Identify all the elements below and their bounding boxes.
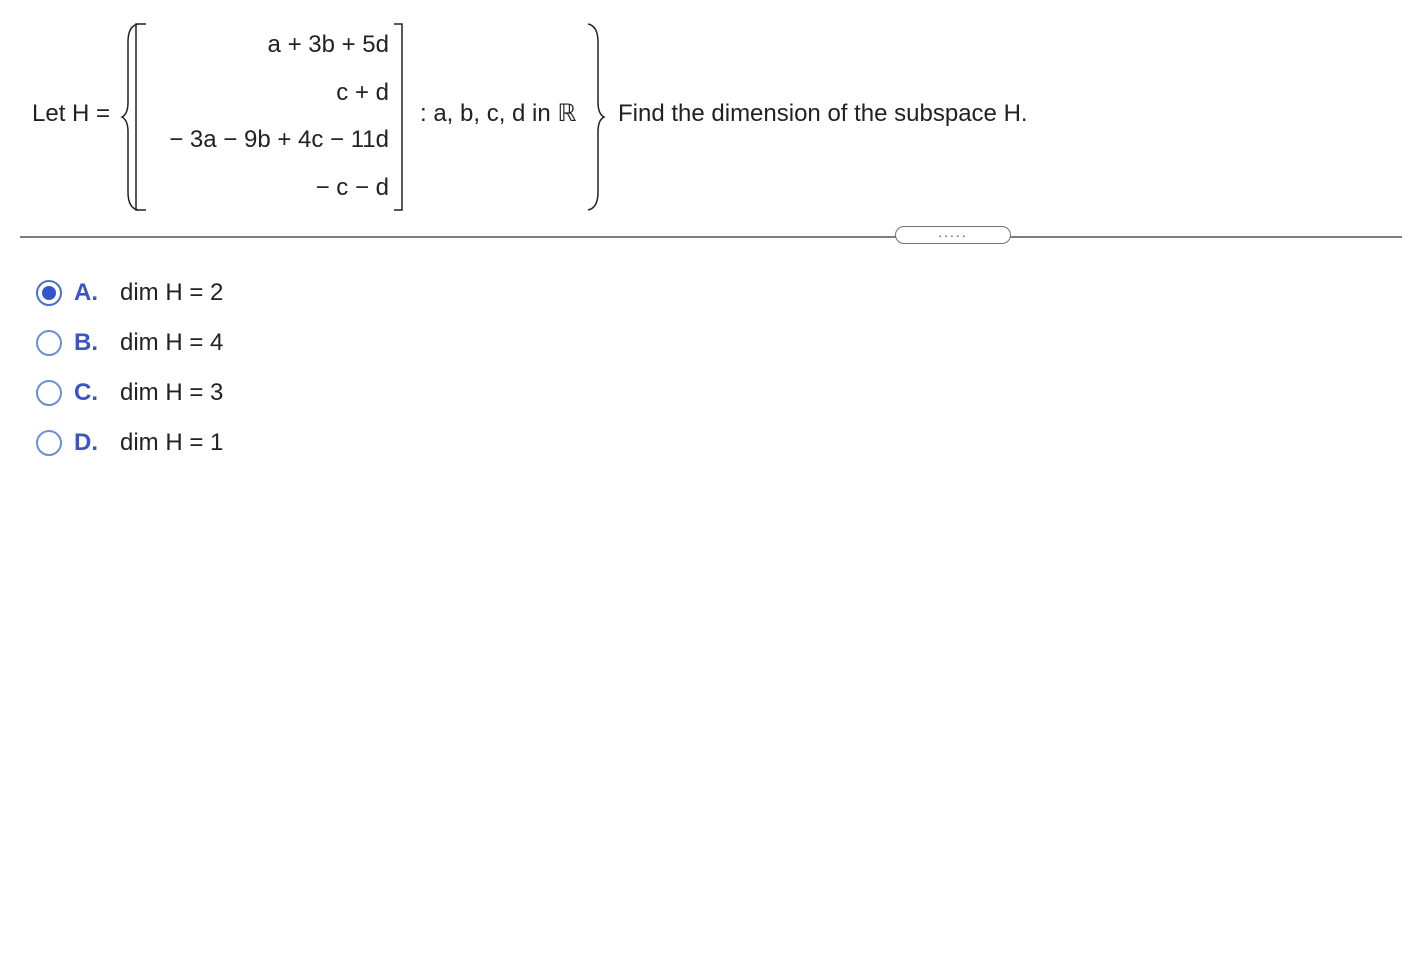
option-c[interactable]	[34, 376, 294, 410]
option-text: dim H = 3	[120, 379, 224, 406]
radio-button-c[interactable]	[36, 380, 62, 406]
expand-toggle-button[interactable]: .....	[895, 226, 1011, 244]
option-text: dim H = 1	[120, 429, 224, 456]
option-letter: C.	[74, 379, 98, 406]
section-divider	[20, 236, 1402, 238]
question-prompt: Find the dimension of the subspace H.	[618, 100, 1028, 127]
option-text: dim H = 4	[120, 329, 224, 356]
option-a[interactable]	[34, 276, 294, 310]
matrix-entry-row-2: c + d	[336, 79, 389, 106]
set-right-brace	[584, 22, 608, 212]
option-d[interactable]	[34, 426, 294, 460]
radio-selected-dot	[42, 286, 56, 300]
set-condition: : a, b, c, d in ℝ	[420, 100, 577, 127]
option-letter: D.	[74, 429, 98, 456]
radio-button-d[interactable]	[36, 430, 62, 456]
option-b[interactable]	[34, 326, 294, 360]
matrix-entry-row-3: − 3a − 9b + 4c − 11d	[169, 126, 389, 153]
let-h-label: Let H =	[32, 100, 111, 127]
option-letter: A.	[74, 279, 98, 306]
option-text: dim H = 2	[120, 279, 224, 306]
radio-button-b[interactable]	[36, 330, 62, 356]
matrix-left-bracket	[132, 22, 152, 212]
matrix-entry-row-1: a + 3b + 5d	[267, 31, 389, 58]
radio-button-a[interactable]	[36, 280, 62, 306]
matrix-entry-row-4: − c − d	[315, 174, 389, 201]
option-letter: B.	[74, 329, 98, 356]
matrix-right-bracket	[392, 22, 406, 212]
